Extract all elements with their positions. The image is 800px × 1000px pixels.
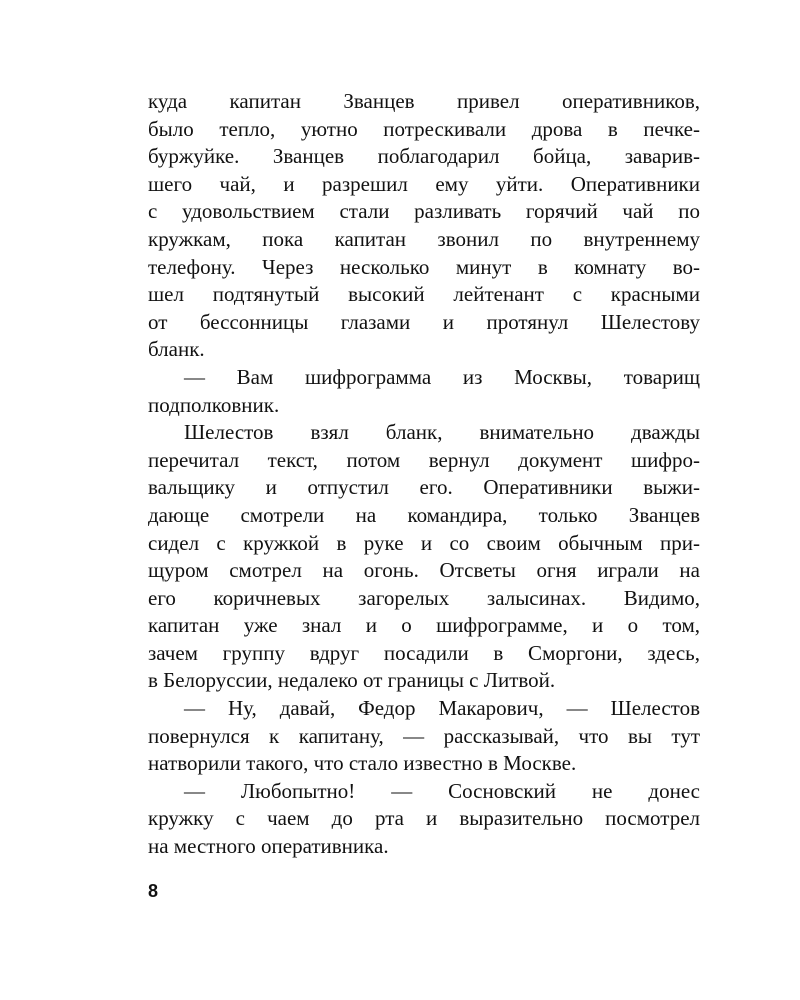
text-line: куда капитан Званцев привел оперативников,	[148, 89, 700, 113]
text-line: капитан уже знал и о шифрограмме, и о том,	[148, 613, 700, 638]
text-line: от бессонницы глазами и протянул Шелестову	[148, 309, 700, 334]
text-line: было тепло, уютно потрескивали дрова в печке-	[148, 116, 700, 141]
text-line: повернулся к капитану, — рассказывай, что вы тут	[148, 723, 700, 748]
text-line: зачем группу вдруг посадили в Сморгони, здесь,	[148, 640, 700, 665]
text-line: телефону. Через несколько минут в комнату во-	[148, 254, 700, 279]
text-line: — Любопытно! — Сосновский не донес	[184, 778, 700, 803]
text-line: перечитал текст, потом вернул документ шифро-	[148, 447, 700, 472]
text-line: сидел с кружкой в руке и со своим обычным при-	[148, 530, 700, 555]
text-line: кружку с чаем до рта и выразительно посмотрел	[148, 806, 700, 831]
text-line: в Белоруссии, недалеко от границы с Литвой.	[148, 668, 556, 693]
text-line: шего чай, и разрешил ему уйти. Оперативники	[148, 171, 700, 196]
text-line: — Вам шифрограмма из Москвы, товарищ	[184, 364, 700, 389]
text-line: Шелестов взял бланк, внимательно дважды	[184, 420, 700, 445]
text-line: на местного оперативника.	[148, 834, 389, 859]
body-text	[148, 88, 700, 861]
text-line: с удовольствием стали разливать горячий чай по	[148, 199, 700, 224]
text-line: подполковник.	[148, 392, 280, 417]
text-line: его коричневых загорелых залысинах. Видимо,	[148, 585, 700, 610]
page-number: 8	[148, 881, 159, 901]
text-line: бланк.	[148, 337, 205, 362]
text-line: натворили такого, что стало известно в Москве.	[148, 751, 577, 776]
text-line: буржуйке. Званцев поблагодарил бойца, заварив-	[148, 144, 700, 169]
text-line: — Ну, давай, Федор Макарович, — Шелестов	[184, 696, 700, 721]
text-line: дающе смотрели на командира, только Званцев	[148, 502, 700, 527]
text-line: вальщику и отпустил его. Оперативники выжи-	[148, 475, 700, 500]
text-line: щуром смотрел на огонь. Отсветы огня играли на	[148, 558, 700, 583]
text-line: кружкам, пока капитан звонил по внутреннему	[148, 226, 700, 251]
text-line: шел подтянутый высокий лейтенант с красными	[148, 282, 700, 307]
